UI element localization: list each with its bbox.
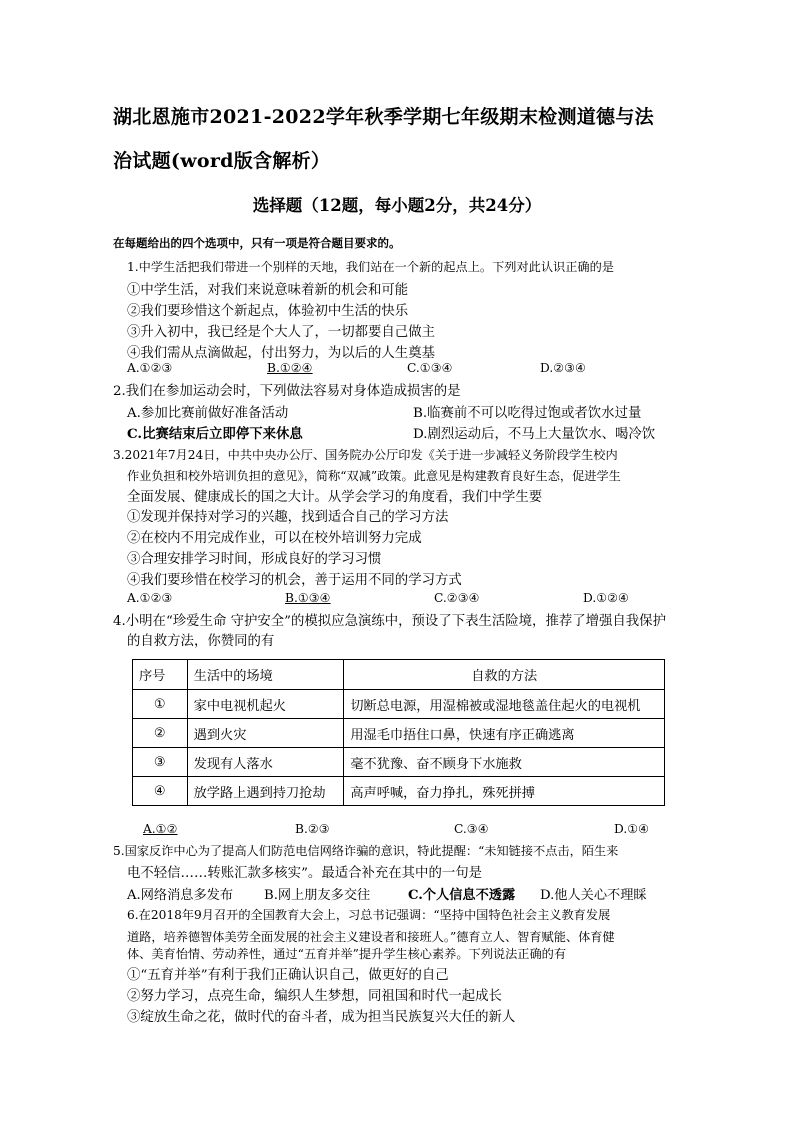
- q4-option-d: D.①④: [614, 822, 650, 836]
- q1-item: ③升入初中，我已经是个大人了，一切都要自己做主: [127, 325, 435, 340]
- q5-option-d: D.他人关心不理睬: [540, 888, 647, 903]
- q3-stem-line: 全面发展、健康成长的国之大计。从学会学习的角度看，我们中学生要: [127, 490, 543, 505]
- table-cell: 高声呼喊，奋力挣扎，殊死拼搏: [344, 777, 665, 806]
- q1-item: ②我们要珍惜这个新起点，体验初中生活的快乐: [127, 304, 409, 319]
- section-heading: 选择题（12题，每小题2分，共24分）: [252, 196, 542, 215]
- q5-option-b: B.网上朋友多交往: [264, 888, 371, 903]
- table-cell: 发现有人落水: [187, 748, 344, 777]
- q5-stem-line: 电不轻信……转账汇款多核实”。最适合补充在其中的一句是: [127, 866, 483, 881]
- q3-item: ④我们要珍惜在校学习的机会，善于运用不同的学习方式: [127, 573, 462, 588]
- table-cell: 放学路上遇到持刀抢劫: [187, 777, 344, 806]
- table-cell: 切断总电源，用湿棉被或湿地毯盖住起火的电视机: [344, 690, 665, 719]
- q5-stem-line: 5.国家反诈中心为了提高人们防范电信网络诈骗的意识，特此提醒：“未知链接不点击，陌生来: [113, 844, 619, 858]
- q2-stem: 2.我们在参加运动会时，下列做法容易对身体造成损害的是: [113, 384, 461, 399]
- table-cell: 用湿毛巾捂住口鼻，快速有序正确逃离: [344, 719, 665, 748]
- table-cell: ③: [133, 748, 188, 777]
- q2-option-c: C.比赛结束后立即停下来休息: [127, 426, 303, 442]
- q1-item: ④我们需从点滴做起，付出努力，为以后的人生奠基: [127, 346, 435, 361]
- document-title-line2: 治试题(word版含解析）: [113, 150, 331, 172]
- q5-option-a: A.网络消息多发布: [127, 888, 234, 903]
- table-cell: 毫不犹豫、奋不顾身下水施救: [344, 748, 665, 777]
- q5-option-c: C.个人信息不透露: [408, 888, 516, 903]
- q4-option-b: B.②③: [295, 822, 330, 836]
- table-row: [133, 690, 665, 719]
- q1-option-c: C.①③④: [407, 361, 453, 375]
- document-title-line1: 湖北恩施市2021-2022学年秋季学期七年级期末检测道德与法: [113, 106, 654, 128]
- q3-item: ①发现并保持对学习的兴趣，找到适合自己的学习方法: [127, 510, 449, 525]
- table-row: [133, 777, 665, 806]
- q2-option-d: D.剧烈运动后，不马上大量饮水、喝冷饮: [413, 427, 656, 442]
- q3-stem-line: 作业负担和校外培训负担的意见》，简称“双减”政策。此意见是构建教育良好生态，促进学生: [127, 469, 621, 483]
- table-cell: ②: [133, 719, 188, 748]
- q4-stem-line: 的自救方法，你赞同的有: [127, 634, 275, 649]
- q4-option-c: C.③④: [454, 822, 489, 836]
- table-header-cell: 生活中的场境: [187, 660, 344, 690]
- q3-item: ③合理安排学习时间，形成良好的学习习惯: [127, 552, 382, 567]
- table-header-cell: 自救的方法: [344, 660, 665, 690]
- q3-option-d: D.①②④: [583, 591, 629, 605]
- table-cell: ④: [133, 777, 188, 806]
- table-cell: 遇到火灾: [187, 719, 344, 748]
- q2-option-a: A.参加比赛前做好准备活动: [127, 406, 289, 421]
- q3-option-b: B.①③④: [285, 591, 331, 605]
- q3-option-c: C.②③④: [434, 591, 480, 605]
- q6-stem-line: 体、美育怡情、劳动养性，通过“五育并举”提升学生核心素养。下列说法正确的有: [127, 947, 567, 961]
- scenario-table: [132, 659, 665, 806]
- table-cell: 家中电视机起火: [187, 690, 344, 719]
- q3-stem-line: 3.2021年7月24日，中共中央办公厅、国务院办公厅印发《关于进一步减轻义务阶段学生校内: [113, 448, 618, 462]
- table-row: [133, 719, 665, 748]
- q6-item: ③绽放生命之花，做时代的奋斗者，成为担当民族复兴大任的新人: [127, 1010, 516, 1025]
- q1-item: ①中学生活，对我们来说意味着新的机会和可能: [127, 283, 409, 298]
- q1-stem: 1.中学生活把我们带进一个别样的天地，我们站在一个新的起点上。下列对此认识正确的是: [127, 260, 614, 274]
- q3-option-a: A.①②③: [127, 591, 173, 605]
- table-row: [133, 748, 665, 777]
- instruction-text: 在每题给出的四个选项中，只有一项是符合题目要求的。: [113, 236, 401, 250]
- q3-item: ②在校内不用完成作业，可以在校外培训努力完成: [127, 531, 422, 546]
- q2-option-b: B.临赛前不可以吃得过饱或者饮水过量: [413, 406, 642, 421]
- q4-option-a: A.①②: [143, 822, 178, 836]
- q6-item: ①“五育并举”有利于我们正确认识自己，做更好的自己: [127, 968, 449, 983]
- table-cell: ①: [133, 690, 188, 719]
- q1-option-d: D.②③④: [540, 361, 586, 375]
- q4-stem-line: 4.小明在“珍爱生命 守护安全”的模拟应急演练中，预设了下表生活险境，推荐了增强自我保护: [113, 614, 666, 629]
- table-header-cell: 序号: [133, 660, 188, 690]
- q6-stem-line: 道路，培养德智体美劳全面发展的社会主义建设者和接班人。”德育立人、智育赋能、体育健: [127, 930, 615, 944]
- q1-option-b: B.①②④: [267, 361, 313, 375]
- q1-option-a: A.①②③: [127, 361, 173, 375]
- q6-stem-line: 6.在2018年9月召开的全国教育大会上，习总书记强调：“坚持中国特色社会主义教育发展: [127, 908, 611, 922]
- q6-item: ②努力学习，点亮生命，编织人生梦想，同祖国和时代一起成长: [127, 989, 502, 1004]
- table-header-row: [133, 660, 665, 690]
